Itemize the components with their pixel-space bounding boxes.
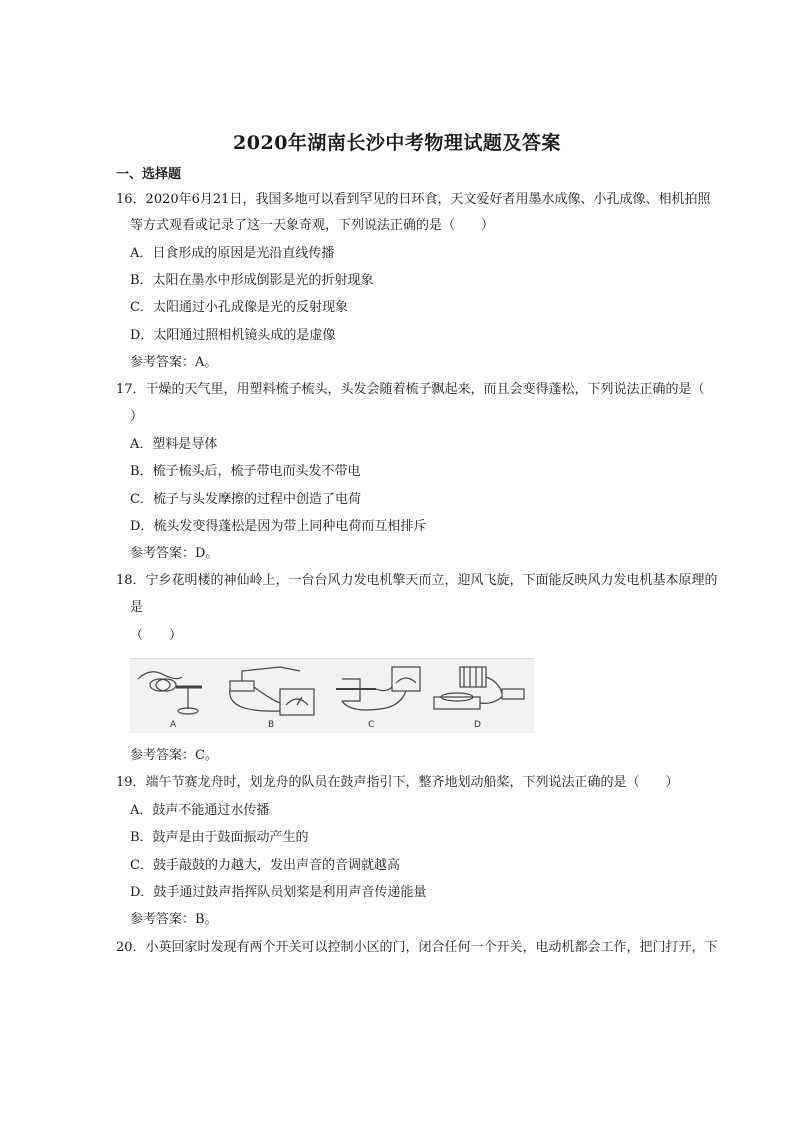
- q16-option-d: D．太阳通过照相机镜头成的是虚像: [130, 328, 336, 343]
- q18-line-1: 18．宁乡花明楼的神仙岭上，一台台风力发电机擎天而立，迎风飞旋，下面能反映风力发电机基本原理的: [116, 573, 718, 588]
- q17-line-2: ）: [130, 409, 144, 424]
- q16-option-c: C．太阳通过小孔成像是光的反射现象: [130, 300, 348, 315]
- q16-line-1: 16．2020年6月21日，我国多地可以看到罕见的日环食，天文爱好者用墨水成像、小孔成像、相机拍照: [116, 192, 711, 207]
- q16-option-a: A．日食形成的原因是光沿直线传播: [130, 246, 335, 261]
- q17-line-1: 17．干燥的天气里，用塑料梳子梳头，头发会随着梳子飘起来，而且会变得蓬松，下列说法正确的是（: [116, 382, 705, 397]
- apparatus-b: [230, 667, 314, 715]
- apparatus-c: [336, 667, 420, 710]
- q18-line-2: 是: [130, 600, 144, 615]
- q18-line-3: （ ）: [130, 628, 183, 643]
- q17-option-a: A．塑料是导体: [130, 437, 218, 452]
- q16-answer: 参考答案：A。: [130, 355, 218, 370]
- section-heading: 一、选择题: [116, 167, 182, 182]
- figure-label-b: B: [268, 720, 275, 730]
- figure-label-a: A: [170, 720, 177, 730]
- apparatus-a: [138, 672, 202, 714]
- q20-line-1: 20．小英回家时发现有两个开关可以控制小区的门，闭合任何一个开关，电动机都会工作，把门打开，下: [116, 940, 718, 955]
- q17-answer: 参考答案：D。: [130, 546, 219, 561]
- q19-option-a: A．鼓声不能通过水传播: [130, 803, 270, 818]
- q19-line-1: 19．端午节赛龙舟时，划龙舟的队员在鼓声指引下，整齐地划动船桨，下列说法正确的是（ ）: [116, 775, 679, 790]
- q17-option-c: C．梳子与头发摩擦的过程中创造了电荷: [130, 492, 361, 507]
- q19-answer: 参考答案：B。: [130, 912, 218, 927]
- apparatus-d: [434, 667, 524, 709]
- q18-figure: [130, 658, 534, 733]
- q19-option-b: B．鼓声是由于鼓面振动产生的: [130, 830, 309, 845]
- q18-figure-drawing: [130, 659, 534, 733]
- q17-option-d: D．梳头发变得蓬松是因为带上同种电荷而互相排斥: [130, 519, 427, 534]
- q19-option-d: D．鼓手通过鼓声指挥队员划桨是利用声音传递能量: [130, 885, 427, 900]
- q16-option-b: B．太阳在墨水中形成倒影是光的折射现象: [130, 273, 374, 288]
- figure-label-c: C: [368, 720, 375, 730]
- q19-option-c: C．鼓手敲鼓的力越大，发出声音的音调就越高: [130, 858, 400, 873]
- document-title: 2020年湖南长沙中考物理试题及答案: [233, 132, 561, 154]
- q16-line-2: 等方式观看或记录了这一天象奇观，下列说法正确的是（ ）: [130, 218, 495, 233]
- q17-option-b: B．梳子梳头后，梳子带电而头发不带电: [130, 464, 361, 479]
- figure-label-d: D: [474, 720, 481, 730]
- q18-answer: 参考答案：C。: [130, 748, 218, 763]
